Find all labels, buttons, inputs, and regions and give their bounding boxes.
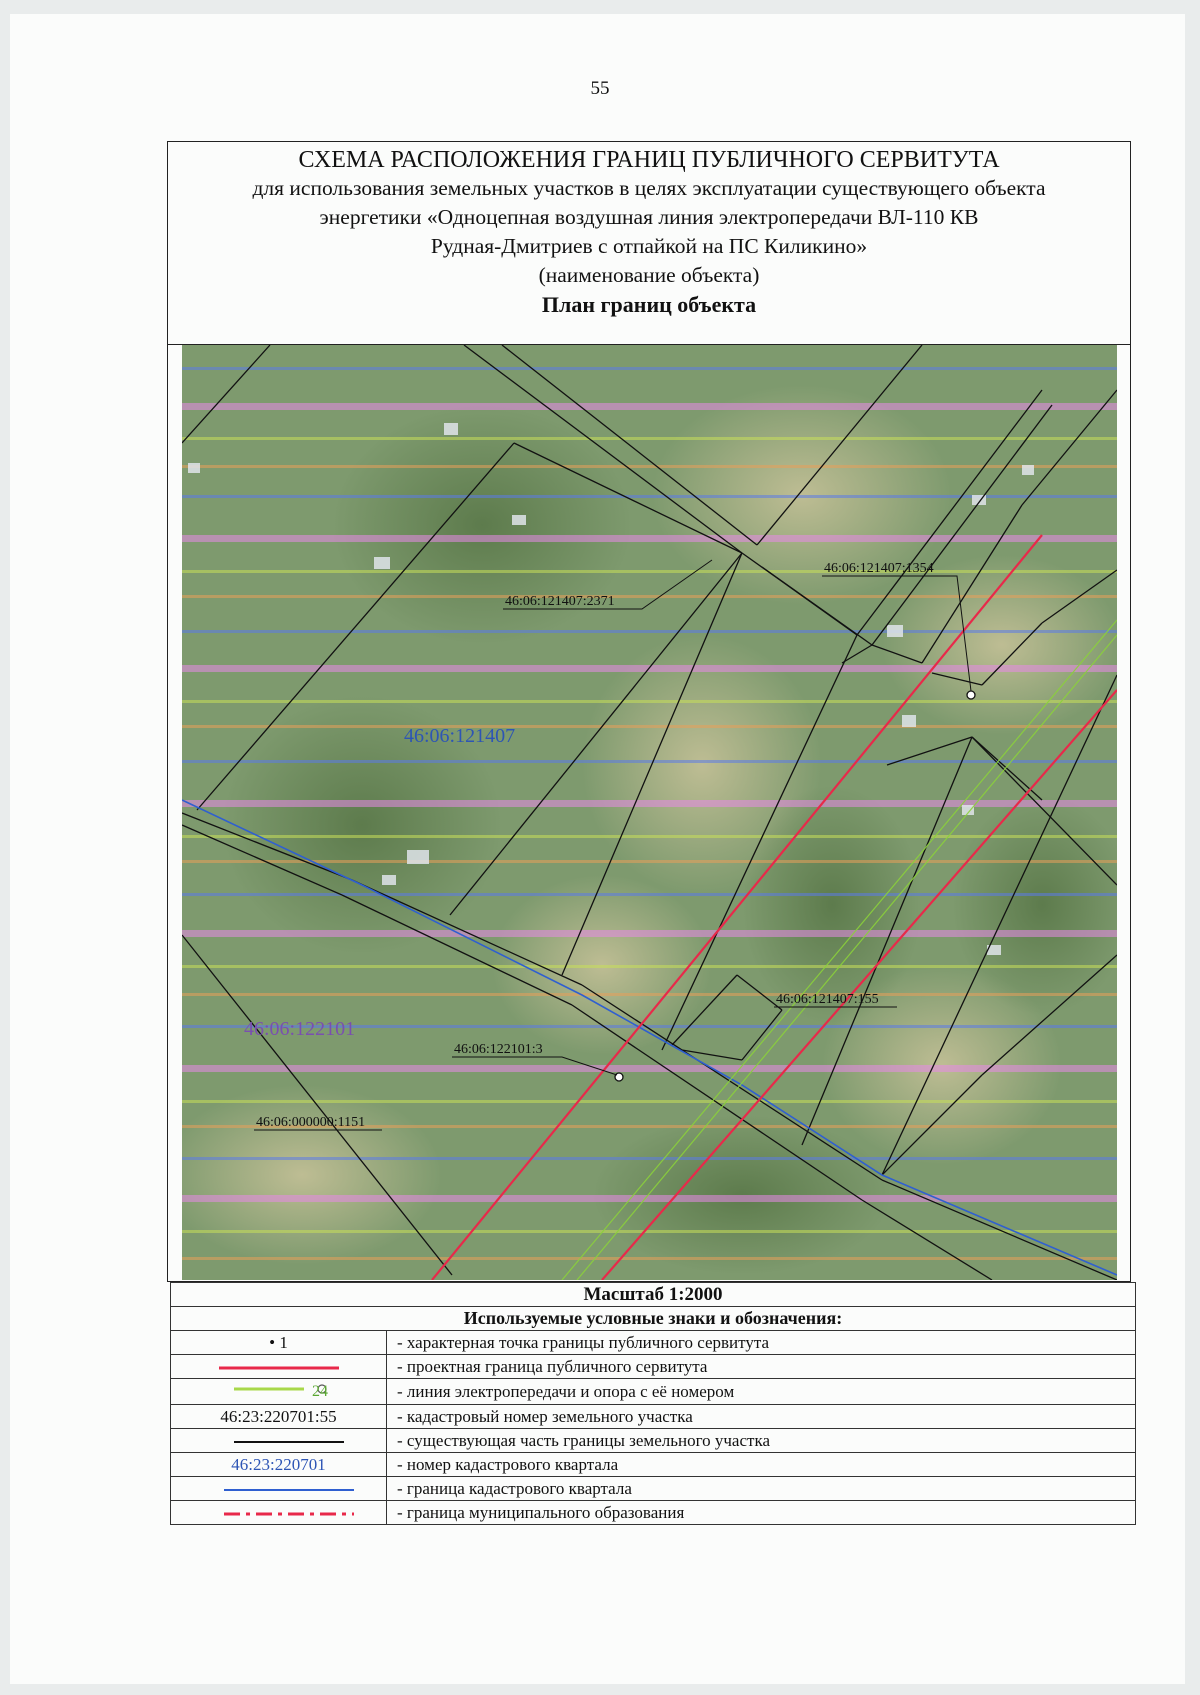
cadastral-map[interactable] [182,345,1117,1280]
legend-symbol-point [171,1331,387,1355]
point-icon: • [269,1332,276,1352]
pole-number: 24 [311,1383,328,1399]
legend-symbol-municipal-boundary [171,1501,387,1525]
title-purpose: для использования земельных участков в целях эксплуатации существующего объекта [252,176,1046,200]
title-plan: План границ объекта [541,292,757,317]
black-line-icon [214,1438,344,1446]
legend-row [171,1331,1136,1355]
legend-desc: - кадастровый номер земельного участка [387,1405,1136,1429]
blue-line-icon [204,1486,354,1494]
legend-desc: - характерная точка границы публичного сервитута [387,1331,1136,1355]
parcel-label-2371: 46:06:121407:2371 [505,594,615,609]
parcel-label-1151: 46:06:000000:1151 [256,1115,366,1130]
legend-desc: - линия электропередачи и опора с её номером [387,1379,1136,1405]
legend-table [170,1282,1136,1525]
legend-row [171,1405,1136,1429]
title-object-line1: энергетики «Одноцепная воздушная линия электропередачи ВЛ-110 КВ [319,205,979,229]
legend-row [171,1429,1136,1453]
map-scale: Масштаб 1:2000 [171,1283,1136,1307]
legend-desc: - проектная граница публичного сервитута [387,1355,1136,1379]
page-number: 55 [590,78,610,99]
legend-row [171,1453,1136,1477]
point-number: 1 [279,1332,288,1352]
legend-desc: - существующая часть границы земельного участка [387,1429,1136,1453]
parcel-label-122101-3: 46:06:122101:3 [454,1042,543,1057]
legend-header: Используемые условные знаки и обозначения: [171,1307,1136,1331]
title-block [168,142,1130,345]
red-dashdot-line-icon [204,1510,354,1518]
title-object-caption: (наименование объекта) [538,263,760,287]
legend-desc: - граница кадастрового квартала [387,1477,1136,1501]
red-line-icon [214,1364,344,1372]
title-main: СХЕМА РАСПОЛОЖЕНИЯ ГРАНИЦ ПУБЛИЧНОГО СЕРВИТУТА [298,147,1000,173]
scheme-frame [167,141,1131,1282]
legend-symbol-cadastral-number: 46:23:220701:55 [171,1405,387,1429]
parcel-label-155: 46:06:121407:155 [776,992,879,1007]
power-line-pole-icon [214,1379,344,1399]
legend-symbol-servitude-line [171,1355,387,1379]
legend-row [171,1379,1136,1405]
title-object-line2: Рудная-Дмитриев с отпайкой на ПС Киликино» [430,234,868,258]
legend-symbol-power-line [171,1379,387,1405]
legend-row [171,1501,1136,1525]
legend-symbol-parcel-boundary [171,1429,387,1453]
legend-desc: - номер кадастрового квартала [387,1453,1136,1477]
parcel-label-1354: 46:06:121407:1354 [824,561,934,576]
legend-symbol-quarter-boundary [171,1477,387,1501]
legend-row [171,1477,1136,1501]
quarter-label-122101: 46:06:122101 [244,1018,356,1040]
legend-desc: - граница муниципального образования [387,1501,1136,1525]
legend-row [171,1355,1136,1379]
legend-symbol-quarter-number: 46:23:220701 [171,1453,387,1477]
quarter-label-121407: 46:06:121407 [404,725,516,747]
map-svg [182,345,1117,1280]
